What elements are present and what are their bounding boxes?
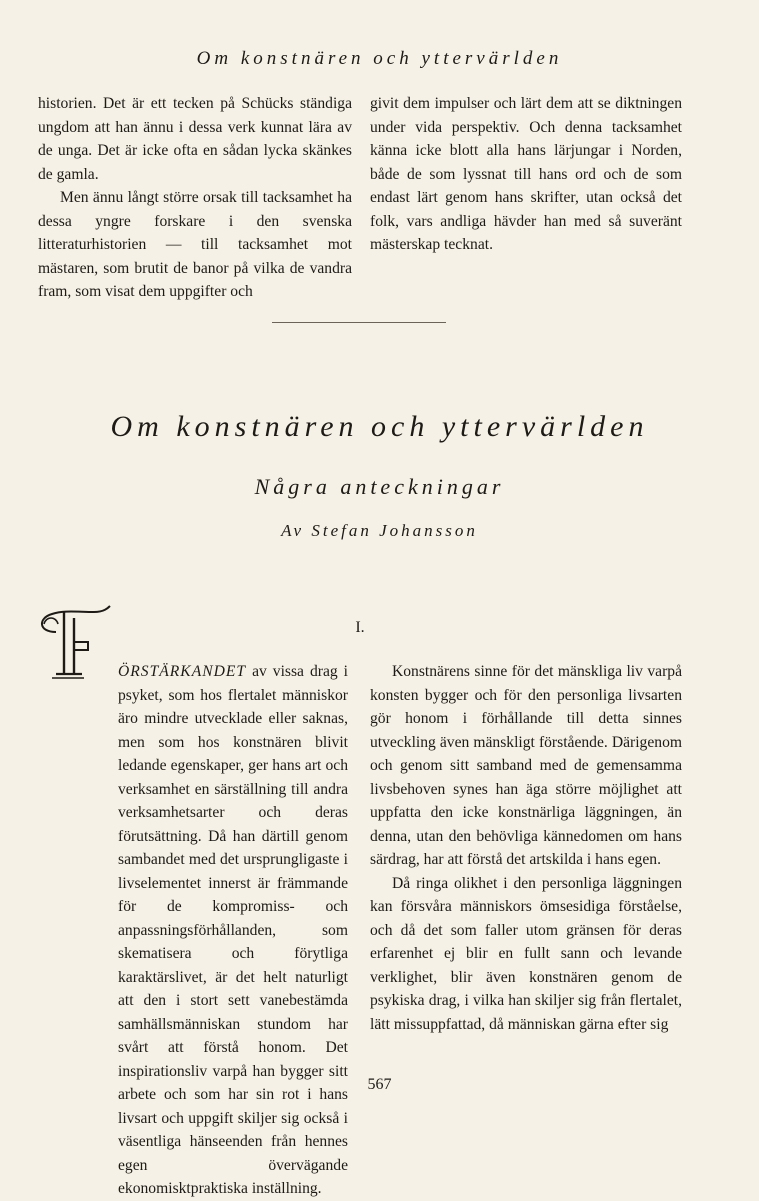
article-subtitle: Några anteckningar xyxy=(254,474,505,499)
top-left-column xyxy=(38,92,352,304)
top-right-paragraph-1: givit dem impulser och lärt dem att se diktningen under vida perspektiv. Och denna tacksamhet känna icke blott alla hans lärjungar i Norden, både de som lyssnat till hans ord och de som endast lärt genom hans skrifter, utan också det folk, vars andliga hävder han med så suveränt mästerskap tecknat. xyxy=(370,95,682,253)
opening-word: ÖRSTÄRKANDET xyxy=(118,663,247,680)
main-left-paragraph-1 xyxy=(38,660,348,1201)
main-right-paragraph-2: Då ringa olikhet i den personliga läggningen kan försvåra människors ömsesidiga förståelse, och då det som faller utom gränsen för deras erfarenhet ej blir en fullt sann och levande verklighet, blir även konstnären genom de psykiska drag, i vilka han skiljer sig från flertalet, lätt missuppfattad, då människan gärna efter sig xyxy=(370,874,682,1033)
section-number: I. xyxy=(355,619,365,636)
article-author: Av Stefan Johansson xyxy=(281,521,478,540)
top-right-column xyxy=(370,92,682,257)
running-head: Om konstnären och yttervärlden xyxy=(196,48,563,69)
main-right-paragraph-1: Konstnärens sinne för det mänskliga liv varpå konsten bygger och för den personliga livsarten gör honom i förhållande till detta sinnes utveckling även mänskligt förstående. Därigenom och genom sitt samband med de gemensamma livsbehoven synes han äga större möjlighet att uppfatta den icke konstnärliga läggningen, än denna, utan den behövliga kännedomen om hans särdrag, har att förstå det artskilda i hans egen. xyxy=(370,663,682,868)
main-right-column xyxy=(370,660,682,1036)
main-left-column xyxy=(38,660,348,1201)
opening-paragraph-text: av vissa drag i psyket, som hos flertalet människor äro mindre utvecklade eller saknas, men som hos konstnären blivit ledande egenskaper, ger hans art och verksamhet en särställning till andra verksamhetsarter och deras förutsättning. Då han därtill genom sambandet med det ursprungligaste i livselementet innerst är främmande för de kompromiss- och anpassningsförhållanden, som skematisera och förytliga karaktärslivet, är det helt naturligt att den i stort sett vanebestämda samhällsmänniskan stundom har svårt att förstå honom. Det inspirationsliv varpå han bygger sitt arbete och som har sin rot i hans livsart och uppgift skiljer sig också i väsentliga hänseenden från hennes egen övervägande ekonomisktpraktiska inställning. xyxy=(118,663,348,1197)
section-divider xyxy=(272,322,446,323)
top-left-paragraph-2: Men ännu långt större orsak till tacksamhet ha dessa yngre forskare i den svenska litteraturhistorien — till tacksamhet mot mästaren, som brutit de banor på vilka de vandra fram, som visat dem uppgifter och xyxy=(38,189,352,300)
article-title: Om konstnären och yttervärlden xyxy=(110,410,649,443)
top-left-paragraph-1: historien. Det är ett tecken på Schücks ständiga ungdom att han ännu i dessa verk kunnat lära av de unga. Det är icke ofta en sådan lycka skänkes de gamla. xyxy=(38,95,352,183)
page-number: 567 xyxy=(367,1076,392,1093)
